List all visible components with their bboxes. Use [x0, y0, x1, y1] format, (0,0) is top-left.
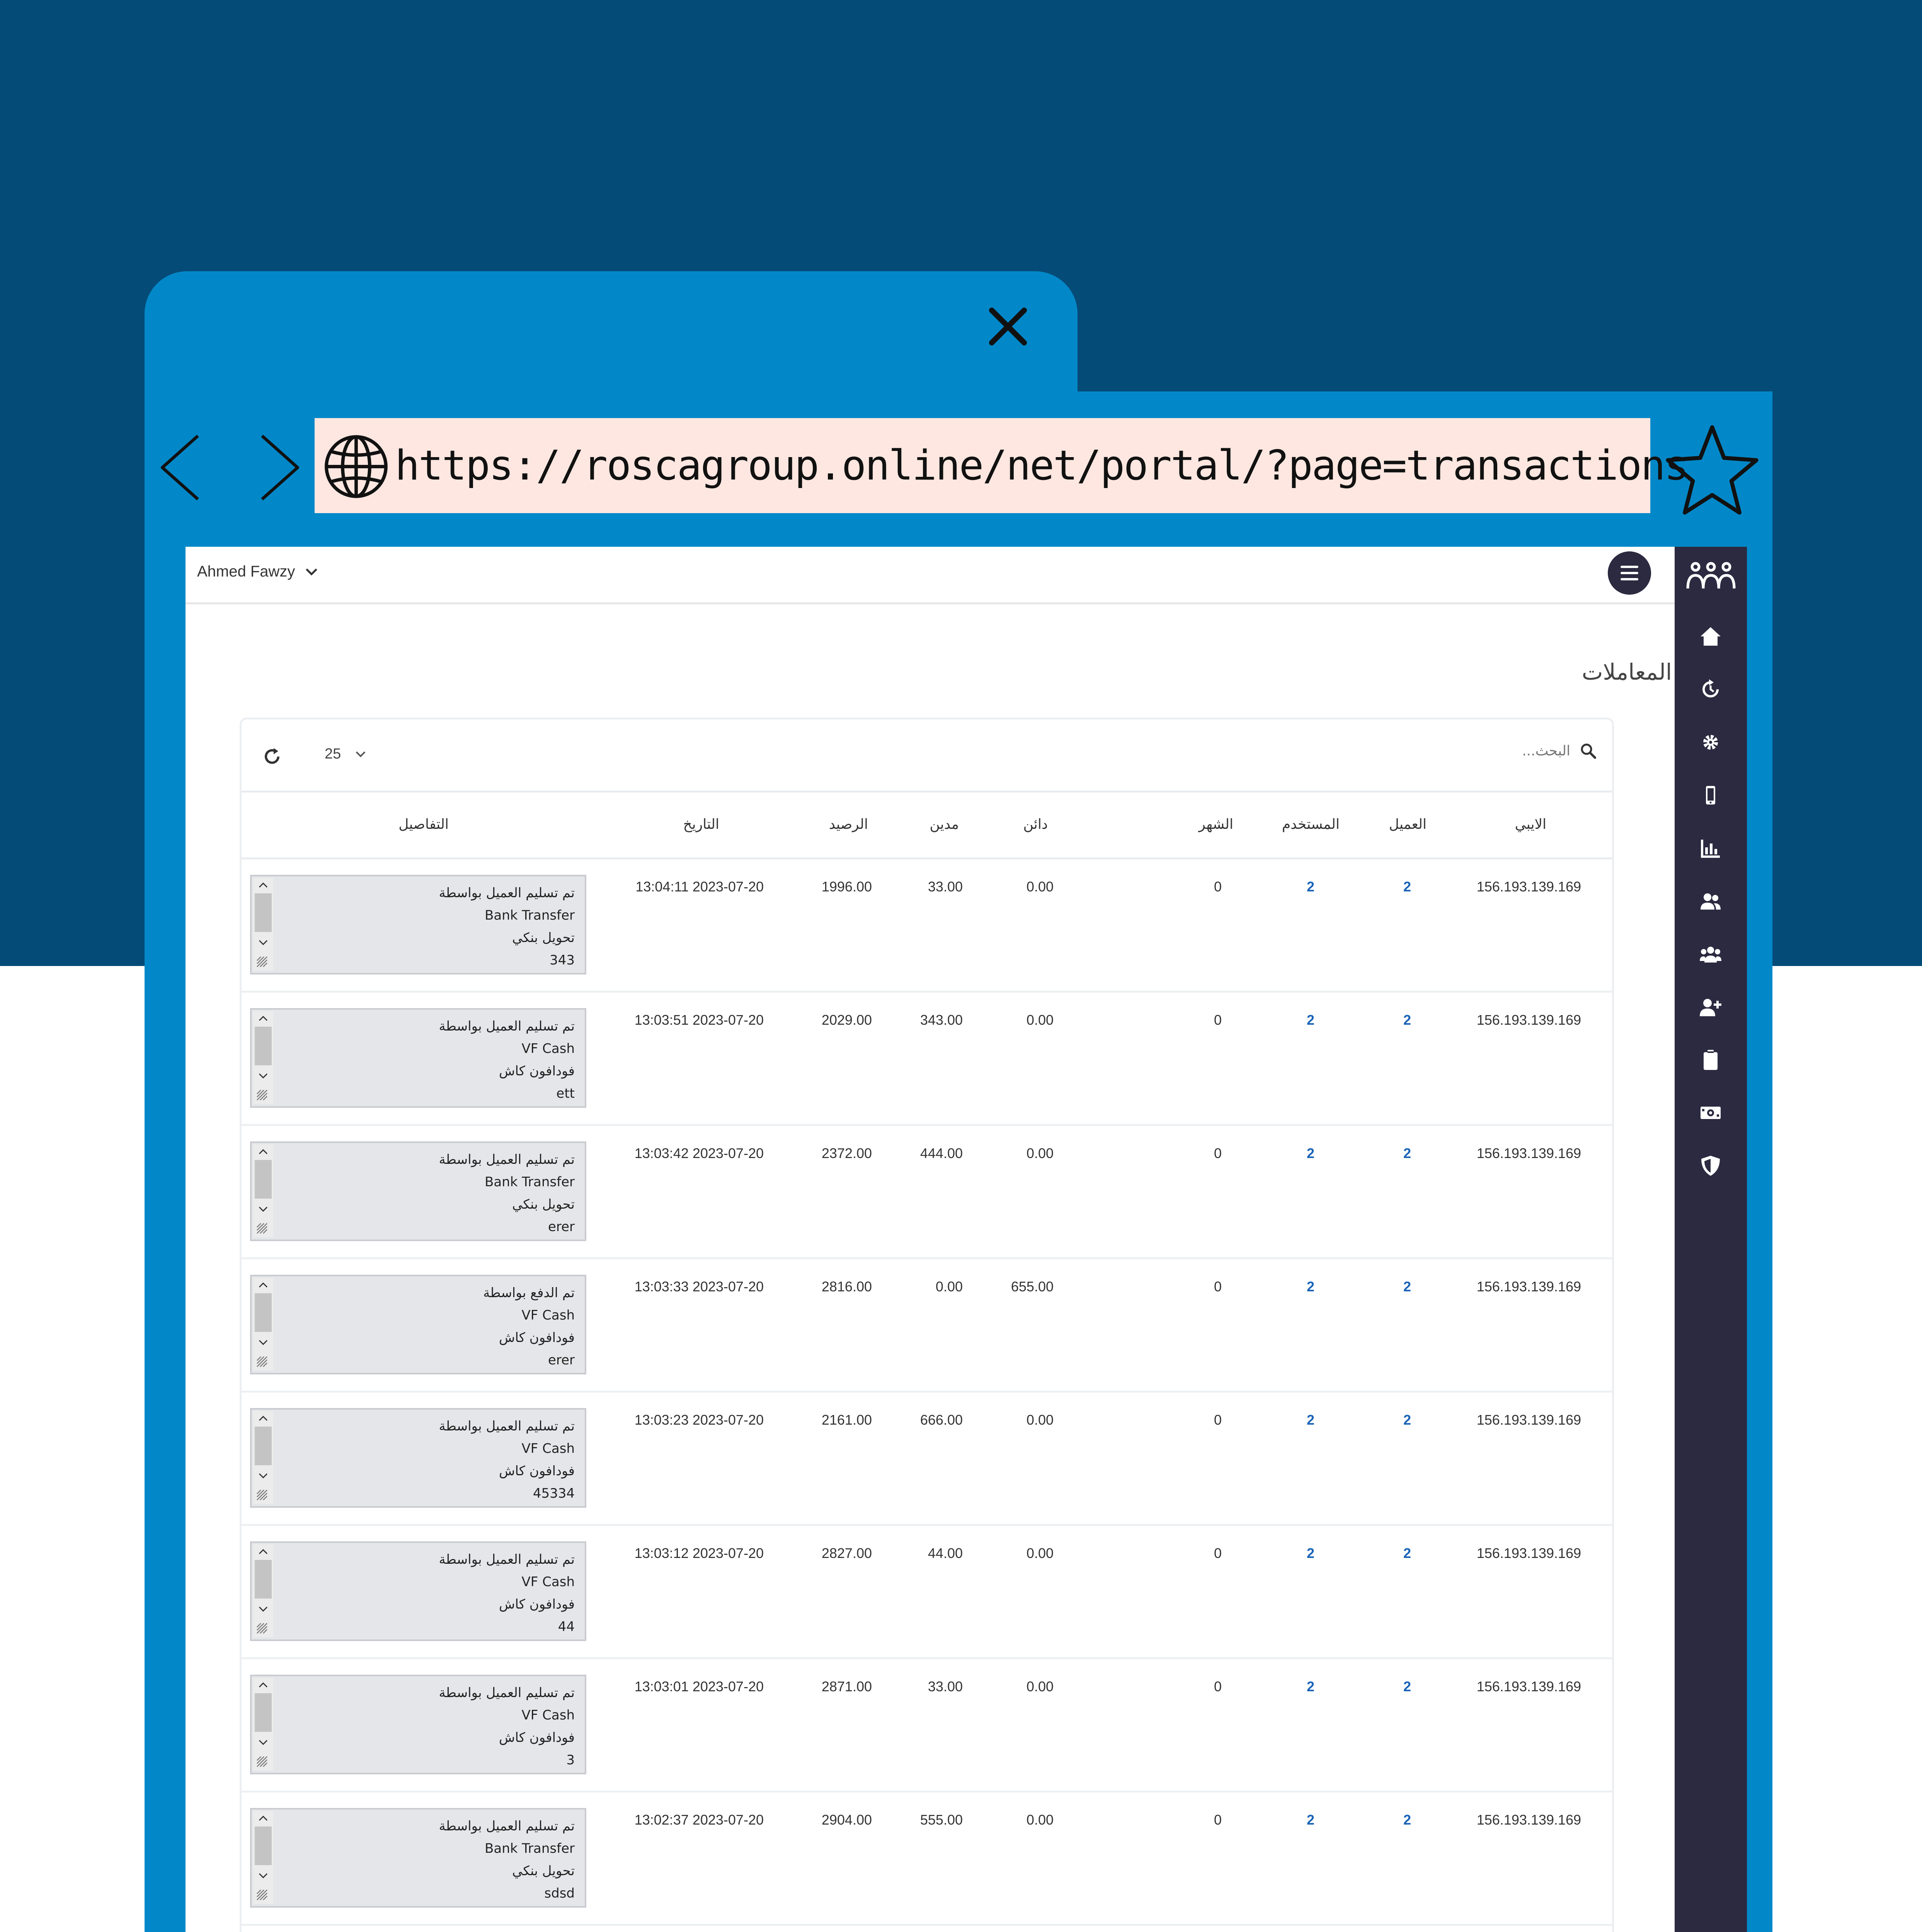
- sidebar-item-mobile[interactable]: [1675, 776, 1747, 815]
- cell-ip: 156.193.139.169: [1476, 1812, 1581, 1828]
- cell-month: 0: [1214, 1145, 1222, 1161]
- user-menu[interactable]: [197, 563, 318, 580]
- chevron-down-icon[interactable]: [257, 1472, 269, 1480]
- cell-balance: 2161.00: [821, 1412, 872, 1428]
- details-line: sdsd: [544, 1886, 575, 1901]
- url-text[interactable]: https://roscagroup.online/net/portal/?page=transactions: [395, 442, 1688, 489]
- details-textarea[interactable]: [250, 1008, 586, 1108]
- scrollbar-thumb[interactable]: [255, 1827, 272, 1865]
- cell-credit: 0.00: [1026, 1545, 1054, 1561]
- details-line: تم تسليم العميل بواسطة: [439, 1418, 575, 1434]
- scrollbar-thumb[interactable]: [255, 1027, 272, 1065]
- header-client[interactable]: العميل: [1389, 816, 1427, 832]
- forward-arrow-icon[interactable]: [255, 429, 305, 506]
- table-row: [242, 993, 1612, 1126]
- bookmark-star-icon[interactable]: [1662, 421, 1762, 522]
- details-line: ett: [556, 1086, 575, 1101]
- gear-icon: [1699, 731, 1722, 754]
- details-line: تم الدفع بواسطة: [483, 1285, 575, 1301]
- cell-month: 0: [1214, 1279, 1222, 1294]
- details-line: تم تسليم العميل بواسطة: [439, 1152, 575, 1167]
- cell-balance: 2816.00: [821, 1279, 872, 1294]
- scrollbar[interactable]: [253, 1411, 273, 1504]
- scrollbar-thumb[interactable]: [255, 1160, 272, 1199]
- cell-date: 13:02:37 2023-07-20: [634, 1812, 764, 1828]
- chevron-down-icon: [305, 568, 318, 576]
- resize-grip-icon[interactable]: [255, 1755, 269, 1768]
- header-debit[interactable]: مدين: [930, 816, 959, 832]
- mobile-icon: [1699, 784, 1722, 807]
- details-line: Bank Transfer: [485, 908, 575, 923]
- details-line: تم تسليم العميل بواسطة: [439, 1019, 575, 1034]
- scrollbar-thumb[interactable]: [255, 893, 272, 932]
- table-row: [242, 859, 1612, 993]
- details-text: [439, 1015, 575, 1105]
- cell-balance: 1996.00: [821, 879, 872, 895]
- details-line: erer: [548, 1352, 575, 1368]
- cell-month: 0: [1214, 1679, 1222, 1694]
- table-row: [242, 1793, 1612, 1926]
- chevron-down-icon: [355, 750, 366, 758]
- user-name: Ahmed Fawzy: [197, 563, 295, 580]
- history-icon: [1699, 678, 1722, 701]
- cell-balance: 2029.00: [821, 1012, 872, 1028]
- chevron-down-icon[interactable]: [257, 1872, 269, 1880]
- resize-grip-icon[interactable]: [255, 955, 269, 968]
- close-icon[interactable]: [985, 303, 1031, 350]
- resize-grip-icon[interactable]: [255, 1622, 269, 1635]
- details-line: تحويل بنكي: [512, 930, 575, 946]
- resize-grip-icon[interactable]: [255, 1888, 269, 1901]
- top-bar: [186, 547, 1675, 604]
- details-text: [439, 1148, 575, 1238]
- cell-client[interactable]: 2: [1403, 1812, 1411, 1828]
- table-row: [242, 1259, 1612, 1393]
- resize-grip-icon[interactable]: [255, 1355, 269, 1368]
- resize-grip-icon[interactable]: [255, 1088, 269, 1102]
- transactions-card: [240, 718, 1614, 1932]
- cell-debit: 444.00: [920, 1145, 963, 1161]
- sidebar-item-shield[interactable]: [1675, 1146, 1747, 1185]
- sidebar-item-group[interactable]: [1675, 935, 1747, 973]
- header-credit[interactable]: دائن: [1023, 816, 1048, 832]
- address-bar[interactable]: [315, 418, 1688, 513]
- details-text: [439, 1682, 575, 1771]
- details-line: erer: [548, 1219, 575, 1235]
- search-icon: [1580, 742, 1597, 759]
- refresh-icon[interactable]: [263, 747, 281, 766]
- sidebar-item-gear[interactable]: [1675, 723, 1747, 762]
- cell-debit: 33.00: [928, 879, 963, 895]
- chevron-up-icon[interactable]: [257, 1814, 269, 1822]
- header-user[interactable]: المستخدم: [1282, 816, 1340, 832]
- transactions-table: [242, 791, 1612, 1932]
- details-line: فودافون كاش: [499, 1730, 575, 1745]
- cell-debit: 44.00: [928, 1545, 963, 1561]
- details-line: تم تسليم العميل بواسطة: [439, 1818, 575, 1834]
- cell-client[interactable]: 2: [1403, 1545, 1411, 1561]
- details-line: VF Cash: [521, 1574, 575, 1590]
- sidebar-item-money[interactable]: [1675, 1094, 1747, 1132]
- sidebar-item-home[interactable]: [1675, 617, 1747, 656]
- chevron-up-icon[interactable]: [257, 1281, 269, 1289]
- scrollbar[interactable]: [253, 1278, 273, 1371]
- header-date[interactable]: التاريخ: [683, 816, 719, 832]
- cell-month: 0: [1214, 1012, 1222, 1028]
- details-line: تحويل بنكي: [512, 1863, 575, 1879]
- details-textarea[interactable]: [250, 1141, 586, 1241]
- cell-debit: 33.00: [928, 1679, 963, 1694]
- shield-icon: [1699, 1154, 1722, 1177]
- table-row: [242, 1526, 1612, 1659]
- cell-ip: 156.193.139.169: [1476, 1145, 1581, 1161]
- cell-client[interactable]: 2: [1403, 1679, 1411, 1694]
- hamburger-menu-icon[interactable]: [1608, 551, 1651, 595]
- cell-month: 0: [1214, 1412, 1222, 1428]
- scrollbar[interactable]: [253, 1811, 273, 1904]
- details-line: 3: [566, 1752, 575, 1768]
- cell-user[interactable]: 2: [1306, 879, 1314, 895]
- details-line: تحويل بنكي: [512, 1197, 575, 1212]
- cell-credit: 0.00: [1026, 1412, 1054, 1428]
- cell-ip: 156.193.139.169: [1476, 1412, 1581, 1428]
- header-ip[interactable]: الايبي: [1515, 816, 1546, 832]
- scrollbar[interactable]: [253, 878, 273, 971]
- details-line: VF Cash: [521, 1441, 575, 1456]
- scrollbar[interactable]: [253, 1678, 273, 1770]
- chevron-down-icon[interactable]: [257, 939, 269, 947]
- page-title: المعاملات: [1582, 659, 1672, 685]
- details-textarea[interactable]: [250, 1675, 586, 1774]
- resize-grip-icon[interactable]: [255, 1488, 269, 1502]
- chart-icon: [1699, 837, 1722, 860]
- cell-user[interactable]: 2: [1306, 1012, 1314, 1028]
- header-balance[interactable]: الرصيد: [829, 816, 868, 832]
- chevron-down-icon[interactable]: [257, 1072, 269, 1080]
- cell-client[interactable]: 2: [1403, 1412, 1411, 1428]
- cell-ip: 156.193.139.169: [1476, 1012, 1581, 1028]
- globe-icon: [322, 433, 390, 500]
- page-size-select[interactable]: [325, 746, 366, 762]
- scrollbar[interactable]: [253, 1145, 273, 1237]
- users-icon: [1699, 889, 1722, 913]
- cell-debit: 343.00: [920, 1012, 963, 1028]
- details-line: 44: [558, 1619, 575, 1634]
- chevron-up-icon[interactable]: [257, 1681, 269, 1689]
- sidebar-item-clipboard[interactable]: [1675, 1041, 1747, 1079]
- details-text: [439, 1815, 575, 1905]
- cell-date: 13:03:01 2023-07-20: [634, 1679, 764, 1694]
- cell-debit: 555.00: [920, 1812, 963, 1828]
- cell-client[interactable]: 2: [1403, 1279, 1411, 1294]
- search-box[interactable]: [1338, 739, 1597, 763]
- table-row: [242, 1126, 1612, 1259]
- sidebar-item-chart[interactable]: [1675, 829, 1747, 867]
- back-arrow-icon[interactable]: [155, 429, 205, 506]
- cell-credit: 0.00: [1026, 1012, 1054, 1028]
- cell-date: 13:03:12 2023-07-20: [634, 1545, 764, 1561]
- details-text: [483, 1282, 575, 1371]
- chevron-down-icon[interactable]: [257, 1739, 269, 1747]
- home-icon: [1699, 625, 1722, 648]
- details-line: فودافون كاش: [499, 1063, 575, 1079]
- cell-client[interactable]: 2: [1403, 879, 1411, 895]
- chevron-up-icon[interactable]: [257, 1148, 269, 1155]
- details-textarea[interactable]: [250, 875, 586, 975]
- table-header: [242, 791, 1612, 859]
- logo-icon: [1684, 558, 1738, 593]
- details-line: VF Cash: [521, 1708, 575, 1723]
- sidebar-item-history[interactable]: [1675, 670, 1747, 709]
- cell-balance: 2904.00: [821, 1812, 872, 1828]
- table-body: [242, 859, 1612, 1932]
- cell-ip: 156.193.139.169: [1476, 1545, 1581, 1561]
- table-row: [242, 1659, 1612, 1793]
- cell-user[interactable]: 2: [1306, 1412, 1314, 1428]
- details-line: 343: [550, 952, 575, 968]
- scrollbar[interactable]: [253, 1011, 273, 1104]
- scrollbar-thumb[interactable]: [255, 1693, 272, 1732]
- details-textarea[interactable]: [250, 1541, 586, 1641]
- chevron-down-icon[interactable]: [257, 1605, 269, 1613]
- details-line: تم تسليم العميل بواسطة: [439, 1552, 575, 1567]
- details-line: VF Cash: [521, 1041, 575, 1056]
- cell-debit: 0.00: [935, 1279, 963, 1294]
- cell-user[interactable]: 2: [1306, 1812, 1314, 1828]
- details-line: فودافون كاش: [499, 1597, 575, 1612]
- cell-date: 13:03:42 2023-07-20: [634, 1145, 764, 1161]
- cell-user[interactable]: 2: [1306, 1545, 1314, 1561]
- cell-user[interactable]: 2: [1306, 1279, 1314, 1294]
- cell-month: 0: [1214, 879, 1222, 895]
- cell-credit: 655.00: [1011, 1279, 1054, 1294]
- chevron-up-icon[interactable]: [257, 1548, 269, 1555]
- cell-date: 13:03:51 2023-07-20: [634, 1012, 764, 1028]
- chevron-up-icon[interactable]: [257, 1014, 269, 1022]
- details-line: 45334: [533, 1486, 575, 1501]
- cell-date: 13:04:11 2023-07-20: [635, 879, 764, 895]
- details-text: [439, 1548, 575, 1638]
- sidebar-item-user-plus[interactable]: [1675, 988, 1747, 1026]
- clipboard-icon: [1699, 1048, 1722, 1071]
- cell-credit: 0.00: [1026, 1145, 1054, 1161]
- table-row: [242, 1393, 1612, 1526]
- details-line: Bank Transfer: [485, 1174, 575, 1190]
- chevron-down-icon[interactable]: [257, 1339, 269, 1347]
- cell-ip: 156.193.139.169: [1476, 1679, 1581, 1694]
- cell-date: 13:03:23 2023-07-20: [634, 1412, 764, 1428]
- chevron-up-icon[interactable]: [257, 881, 269, 889]
- details-line: فودافون كاش: [499, 1330, 575, 1345]
- cell-month: 0: [1214, 1545, 1222, 1561]
- cell-user[interactable]: 2: [1306, 1679, 1314, 1694]
- details-textarea[interactable]: [250, 1275, 586, 1374]
- cell-balance: 2372.00: [821, 1145, 872, 1161]
- app-viewport: [186, 547, 1747, 1932]
- cell-balance: 2871.00: [821, 1679, 872, 1694]
- details-textarea[interactable]: [250, 1408, 586, 1508]
- details-textarea[interactable]: [250, 1808, 586, 1908]
- page-size-value: 25: [325, 746, 341, 762]
- header-month[interactable]: الشهر: [1198, 816, 1233, 832]
- cell-date: 13:03:33 2023-07-20: [634, 1279, 764, 1294]
- details-line: تم تسليم العميل بواسطة: [439, 1685, 575, 1701]
- cell-client[interactable]: 2: [1403, 1012, 1411, 1028]
- header-details[interactable]: التفاصيل: [398, 816, 449, 832]
- cell-balance: 2827.00: [821, 1545, 872, 1561]
- sidebar: [1675, 547, 1747, 1932]
- chevron-down-icon[interactable]: [257, 1206, 269, 1213]
- user-plus-icon: [1699, 995, 1722, 1019]
- scrollbar-thumb[interactable]: [255, 1293, 272, 1332]
- details-text: [439, 882, 575, 971]
- scrollbar[interactable]: [253, 1544, 273, 1637]
- table-row: [242, 1926, 1612, 1932]
- resize-grip-icon[interactable]: [255, 1222, 269, 1235]
- cell-credit: 0.00: [1026, 879, 1054, 895]
- scrollbar-thumb[interactable]: [255, 1560, 272, 1599]
- cell-credit: 0.00: [1026, 1679, 1054, 1694]
- cell-user[interactable]: 2: [1306, 1145, 1314, 1161]
- chevron-up-icon[interactable]: [257, 1414, 269, 1422]
- cell-client[interactable]: 2: [1403, 1145, 1411, 1161]
- cell-ip: 156.193.139.169: [1476, 1279, 1581, 1294]
- details-line: Bank Transfer: [485, 1841, 575, 1856]
- cell-ip: 156.193.139.169: [1476, 879, 1581, 895]
- search-input[interactable]: [1338, 739, 1571, 763]
- cell-debit: 666.00: [920, 1412, 963, 1428]
- cell-credit: 0.00: [1026, 1812, 1054, 1828]
- money-icon: [1699, 1101, 1722, 1124]
- sidebar-item-users[interactable]: [1675, 882, 1747, 920]
- details-line: تم تسليم العميل بواسطة: [439, 885, 575, 901]
- cell-month: 0: [1214, 1812, 1222, 1828]
- details-text: [439, 1415, 575, 1505]
- group-icon: [1699, 942, 1722, 966]
- details-line: فودافون كاش: [499, 1463, 575, 1479]
- scrollbar-thumb[interactable]: [255, 1427, 272, 1465]
- details-line: VF Cash: [521, 1308, 575, 1323]
